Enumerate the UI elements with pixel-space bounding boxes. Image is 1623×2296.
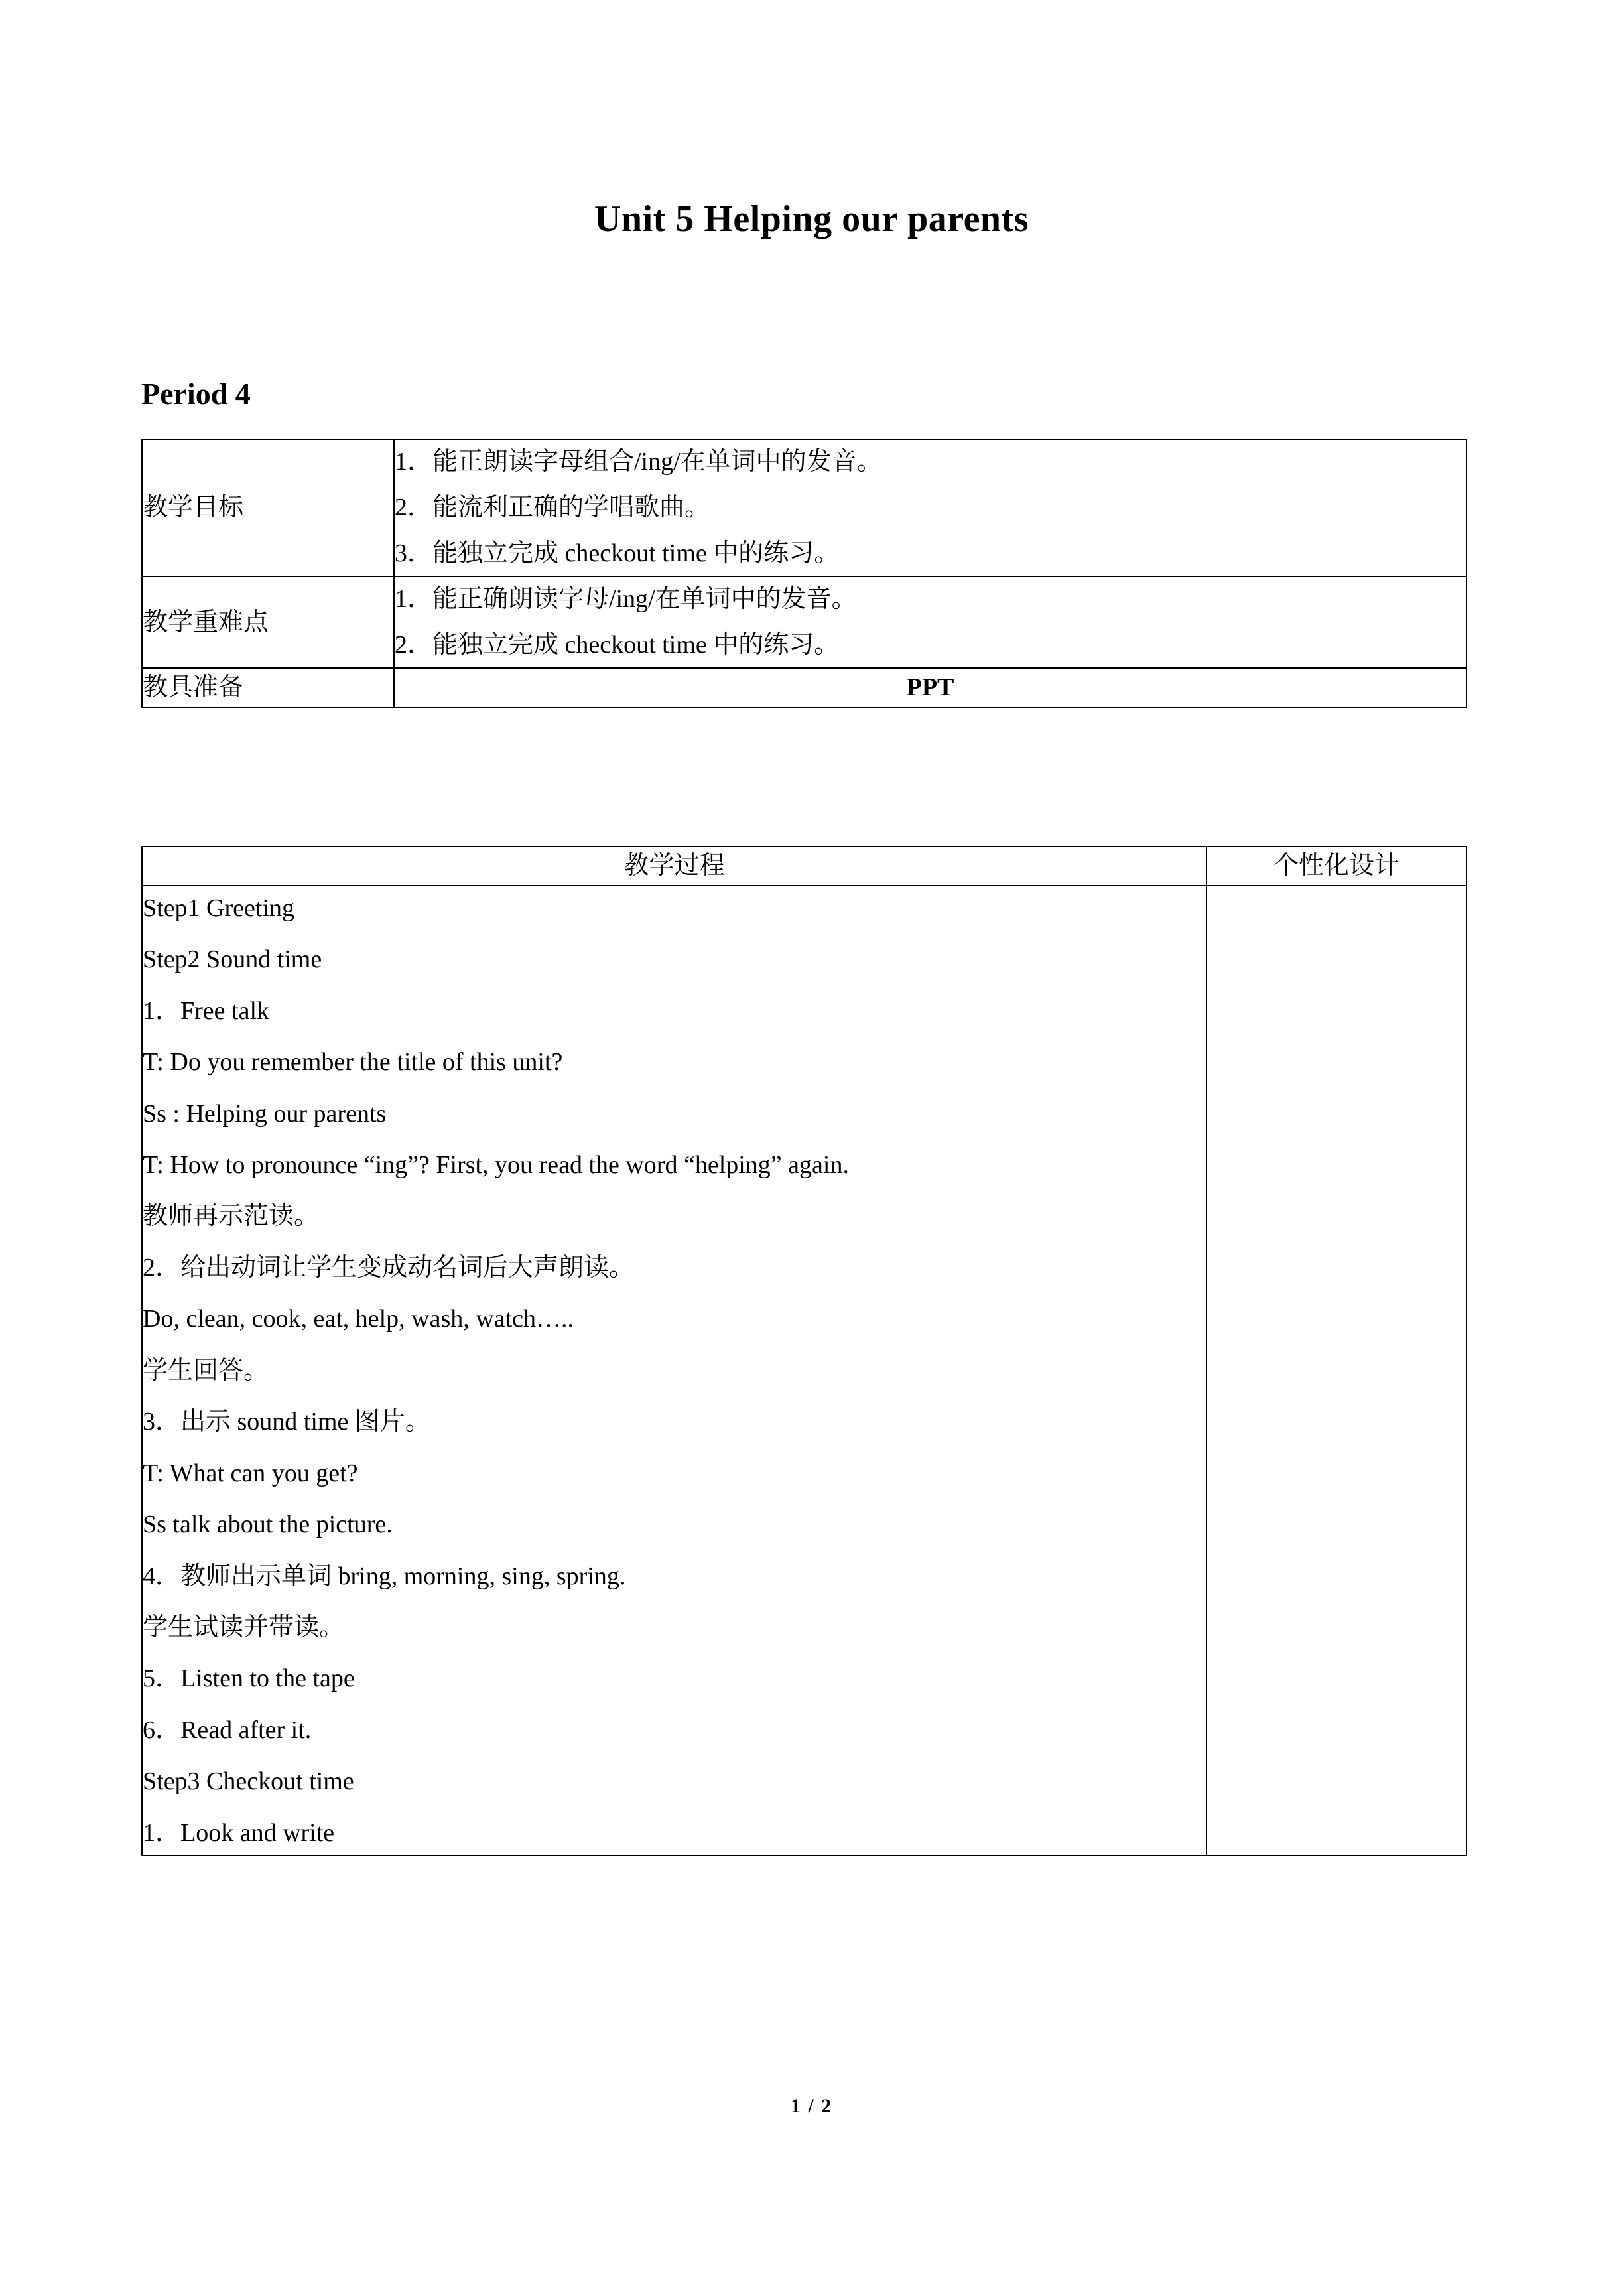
process-line: 1．Free talk (143, 996, 270, 1025)
objective-item: 1．能正朗读字母组合/ing/在单词中的发音。 (395, 448, 882, 476)
process-line: 3．出示 sound time 图片。 (143, 1408, 430, 1436)
process-line: Ss : Helping our parents (143, 1099, 387, 1128)
table-row-objectives (142, 439, 1466, 576)
process-line: 1．Look and write (143, 1818, 335, 1847)
process-line: 5．Listen to the tape (143, 1664, 355, 1693)
materials-value: PPT (394, 668, 1466, 707)
process-line: Ss talk about the picture. (143, 1511, 393, 1539)
table-row-process-body (142, 886, 1466, 1856)
process-line: T: How to pronounce “ing”? First, you read the word “helping” again. (143, 1151, 849, 1180)
design-column-header: 个性化设计 (1206, 846, 1466, 886)
table-row-process-header (142, 846, 1466, 886)
process-line: 教师再示范读。 (143, 1202, 320, 1231)
table-row-key-points (142, 576, 1466, 668)
objectives-cell (394, 439, 1466, 576)
objectives-label: 教学目标 (142, 439, 394, 576)
process-line: 6．Read after it. (143, 1716, 312, 1744)
period-heading: Period 4 (141, 377, 251, 411)
process-line: Do, clean, cook, eat, help, wash, watch….. (143, 1305, 574, 1333)
page-number-footer: 1 / 2 (790, 2095, 833, 2117)
process-line: 学生回答。 (143, 1356, 269, 1384)
process-line: 学生试读并带读。 (143, 1613, 345, 1641)
process-line: 4．教师出示单词 bring, morning, sing, spring. (143, 1562, 626, 1590)
materials-label: 教具准备 (142, 668, 394, 707)
key-point-item: 2．能独立完成 checkout time 中的练习。 (395, 631, 840, 659)
key-points-label: 教学重难点 (142, 576, 394, 668)
teaching-process-table (141, 846, 1467, 1856)
process-line: Step2 Sound time (143, 945, 322, 974)
process-column-header: 教学过程 (142, 846, 1206, 886)
table-row-materials (142, 668, 1466, 707)
key-point-item: 1．能正确朗读字母/ing/在单词中的发音。 (395, 585, 857, 614)
process-line: Step3 Checkout time (143, 1767, 354, 1796)
lesson-plan-table (141, 439, 1467, 708)
process-line: Step1 Greeting (143, 894, 295, 922)
objective-item: 3．能独立完成 checkout time 中的练习。 (395, 539, 840, 568)
process-line: T: Do you remember the title of this unit? (143, 1048, 563, 1077)
design-notes-cell[interactable] (1206, 886, 1466, 1856)
key-points-cell (394, 576, 1466, 668)
process-body-cell (142, 886, 1206, 1856)
page-title: Unit 5 Helping our parents (594, 198, 1029, 239)
process-line: 2．给出动词让学生变成动名词后大声朗读。 (143, 1253, 635, 1282)
process-line: T: What can you get? (143, 1459, 358, 1487)
objective-item: 2．能流利正确的学唱歌曲。 (395, 494, 710, 522)
